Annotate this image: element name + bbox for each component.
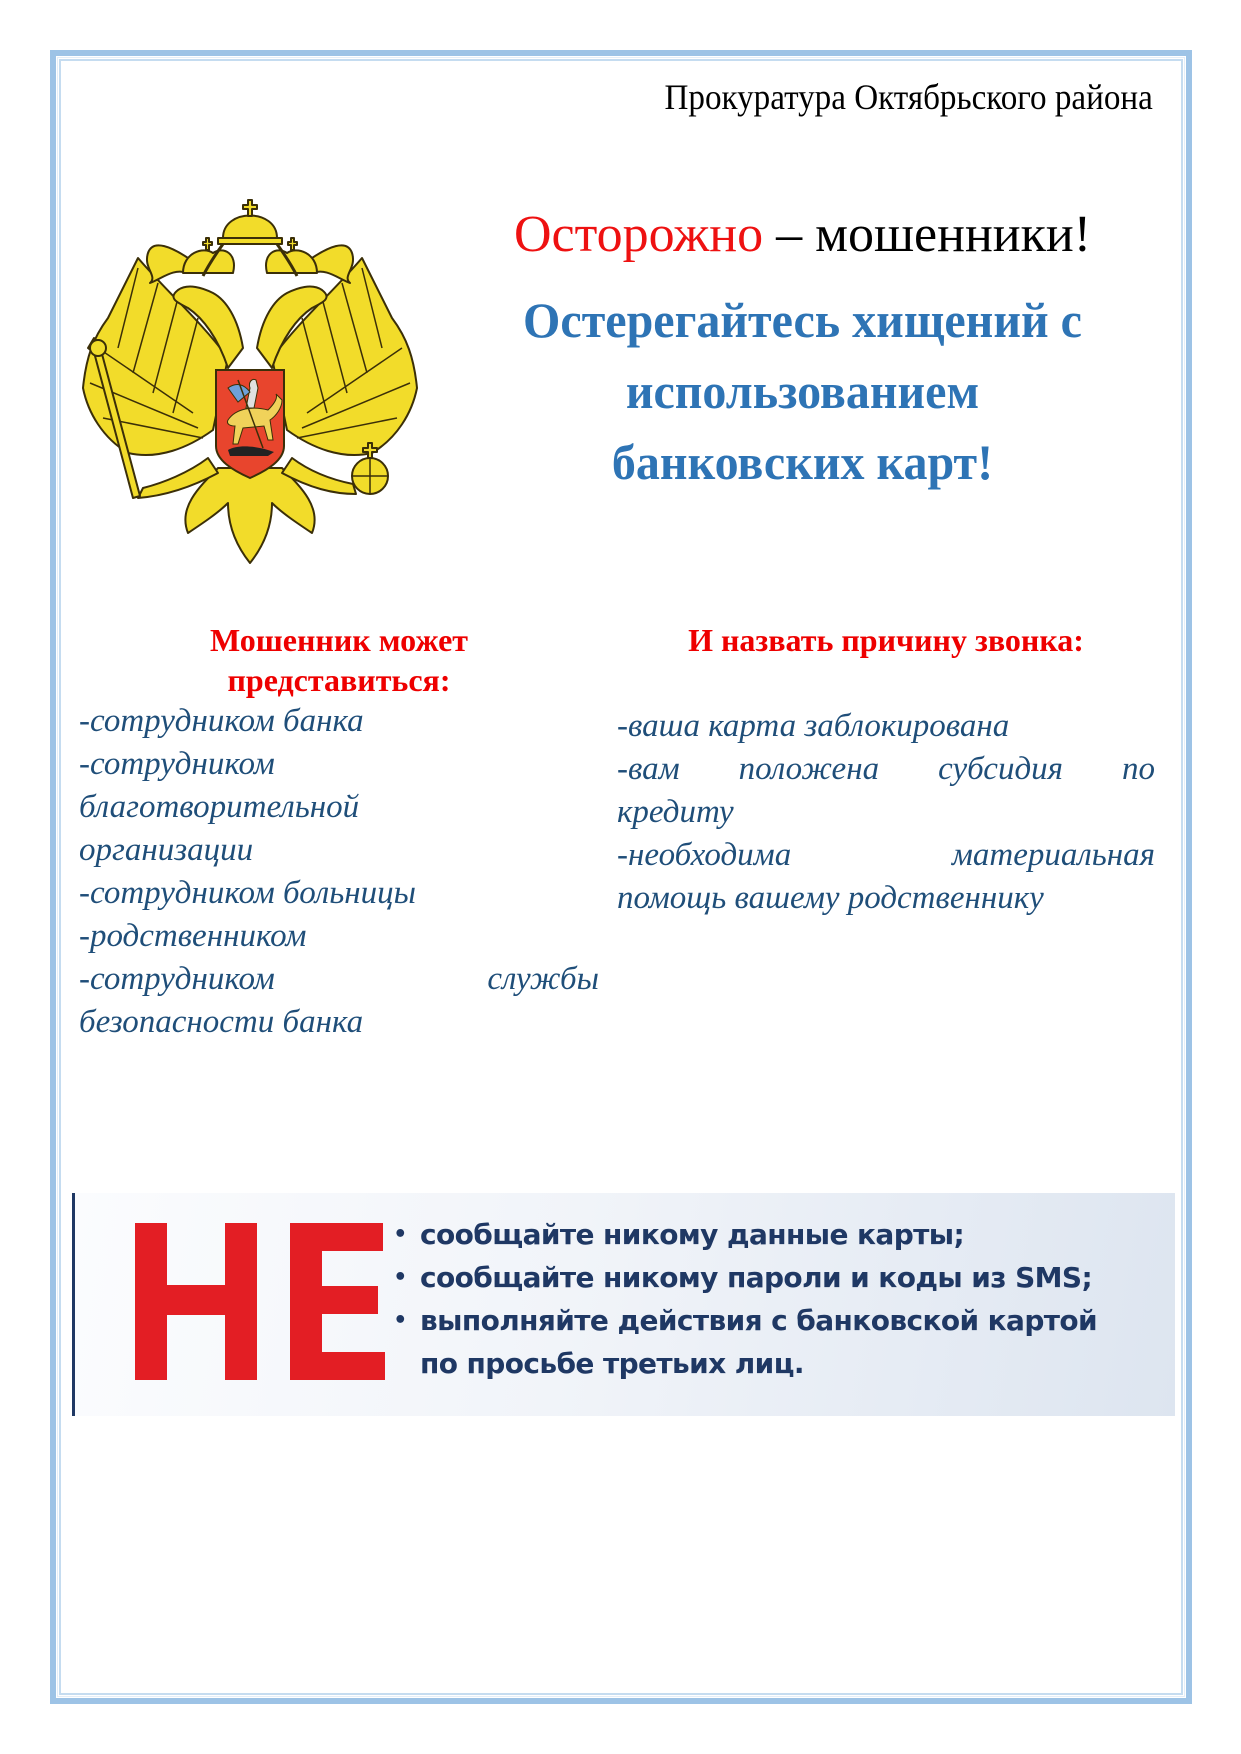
russian-coat-of-arms-icon [78,198,422,568]
list-item: благотворительной [79,789,360,825]
call-reasons-title: И назвать причину звонка: [688,622,1084,658]
impersonation-title-line: Мошенник может [209,622,469,658]
list-item [79,958,599,1001]
do-not-item [380,1256,1097,1299]
impersonation-title-line: представиться: [227,662,451,698]
do-not-item-text: сообщайте никому пароли и коды из SMS; [420,1261,1093,1294]
do-not-list [380,1213,1097,1385]
list-item: -ваша карта заблокирована [617,708,1010,744]
subheadline-line: банковских карт! [611,434,994,490]
subheadline-line: Остерегайтесь хищений с [523,292,1082,348]
organization-name: Прокуратура Октябрьского района [664,77,1153,117]
impersonation-list [79,700,599,1044]
bullet-icon: • [393,1265,407,1290]
list-item: -родственником [79,918,307,954]
subheadline-line: использованием [625,363,980,419]
list-item-word: -сотрудником [79,961,275,997]
list-item: -сотрудником больницы [79,875,417,911]
list-item-word: по [1121,751,1155,787]
list-item [617,834,1155,877]
call-reasons-list [617,705,1155,920]
list-item-word: службы [487,961,599,997]
do-not-item [380,1299,1097,1342]
do-not-item [380,1213,1097,1256]
do-not-item-continuation [380,1342,1097,1385]
bullet-icon: • [393,1222,407,1247]
headline-warning-word: Осторожно [513,206,764,263]
subheadline [440,285,1165,498]
list-item: безопасности банка [79,1004,364,1040]
list-item: кредиту [617,794,734,830]
list-item: -сотрудником банка [79,703,364,739]
list-item-word: -необходима [617,837,792,873]
list-item-word: субсидия [938,751,1063,787]
headline [440,205,1165,264]
list-item-word: материальная [951,837,1155,873]
list-item: помощь вашему родственнику [617,880,1044,916]
headline-rest: – мошенники! [763,206,1092,263]
ne-big-word [135,1223,385,1383]
impersonation-column [79,620,599,1044]
list-item-word: положена [738,751,880,787]
list-item: организации [79,832,254,868]
list-item: -сотрудником [79,746,275,782]
list-item-word: -вам [617,751,680,787]
list-item [617,748,1155,791]
do-not-banner [72,1193,1175,1416]
do-not-item-text: выполняйте действия с банковской картой [420,1304,1098,1337]
do-not-item-text: сообщайте никому данные карты; [420,1218,965,1251]
bullet-icon: • [393,1308,407,1333]
impersonation-title [79,620,599,700]
do-not-item-text: по просьбе третьих лиц. [420,1347,804,1380]
call-reasons-column [617,620,1155,920]
